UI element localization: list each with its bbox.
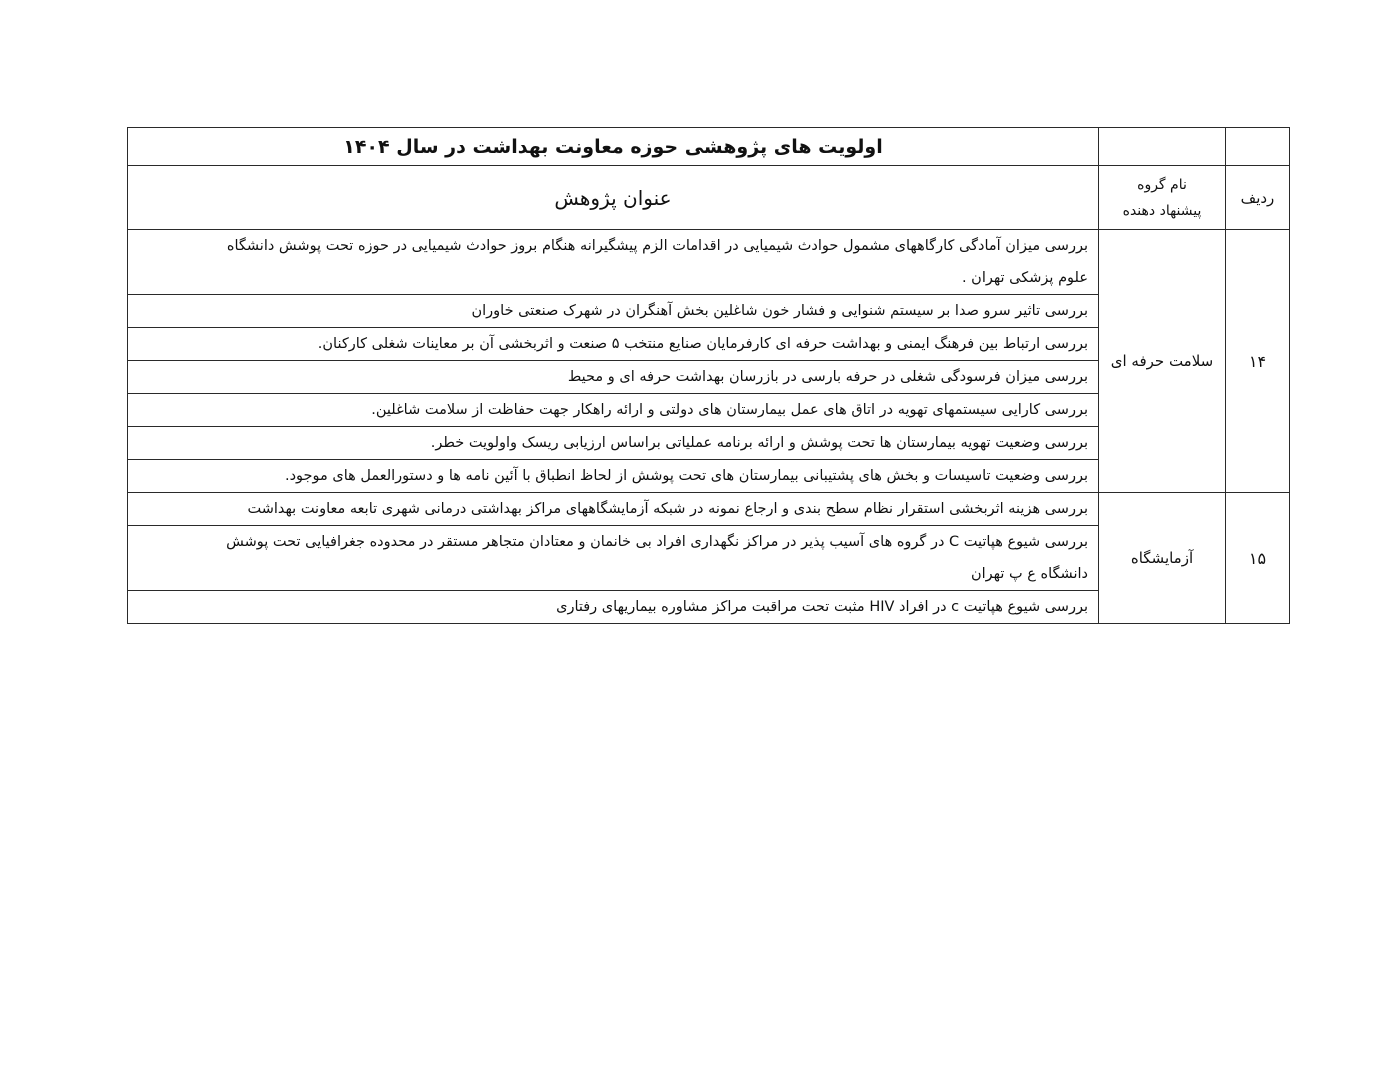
header-group-line1: نام گروه [1137, 176, 1187, 193]
table-row [128, 230, 1290, 295]
research-topic-line: دانشگاه ع پ تهران [970, 566, 1088, 582]
title-group-cell [1099, 128, 1226, 166]
group-name: سلامت حرفه ای [1099, 230, 1226, 493]
row-number: ۱۵ [1226, 493, 1290, 624]
research-priorities-table [127, 127, 1290, 624]
table-row [128, 493, 1290, 526]
research-topic: بررسی وضعیت تاسیسات و بخش های پشتیبانی بیمارستان های تحت پوشش از لحاظ انطباق با آئین نامه ها و دستورالعمل های موجود. [128, 460, 1099, 493]
research-topic [128, 526, 1099, 591]
title-row [128, 128, 1290, 166]
header-group-name [1099, 166, 1226, 230]
research-topic-line: علوم پزشکی تهران . [961, 270, 1088, 286]
group-name: آزمایشگاه [1099, 493, 1226, 624]
research-topic: بررسی ارتباط بین فرهنگ ایمنی و بهداشت حرفه ای کارفرمایان صنایع منتخب ۵ صنعت و اثربخشی آن بر معاینات شغلی کارکنان. [128, 328, 1099, 361]
header-research-title: عنوان پژوهش [128, 166, 1099, 230]
document-page [127, 127, 1289, 624]
research-topic: بررسی شیوع هپاتیت c در افراد HIV مثبت تحت مراقبت مراکز مشاوره بیماریهای رفتاری [128, 591, 1099, 624]
research-topic: بررسی تاثیر سرو صدا بر سیستم شنوایی و فشار خون شاغلین بخش آهنگران در شهرک صنعتی خاوران [128, 295, 1099, 328]
row-number: ۱۴ [1226, 230, 1290, 493]
table-title: اولویت های پژوهشی حوزه معاونت بهداشت در سال ۱۴۰۴ [128, 128, 1099, 166]
header-row [128, 166, 1290, 230]
research-topic-line: بررسی شیوع هپاتیت C در گروه های آسیب پذیر در مراکز نگهداری افراد بی خانمان و معتادان متجاهر مستقر در محدوده جغرافیایی تحت پوشش [226, 534, 1088, 550]
title-row-num-cell [1226, 128, 1290, 166]
header-row-number: ردیف [1226, 166, 1290, 230]
research-topic: بررسی وضعیت تهویه بیمارستان ها تحت پوشش و ارائه برنامه عملیاتی براساس ارزیابی ریسک واولویت خطر. [128, 427, 1099, 460]
research-topic-line: بررسی میزان آمادگی کارگاههای مشمول حوادث شیمیایی در اقدامات الزم پیشگیرانه هنگام بروز حوادث شیمیایی در حوزه تحت پوشش دانشگاه [226, 238, 1088, 254]
header-group-line2: پیشنهاد دهنده [1122, 202, 1202, 219]
research-topic: بررسی کارایی سیستمهای تهویه در اتاق های عمل بیمارستان های دولتی و ارائه راهکار جهت حفاظت از سلامت شاغلین. [128, 394, 1099, 427]
research-topic [128, 230, 1099, 295]
research-topic: بررسی هزینه اثربخشی استقرار نظام سطح بندی و ارجاع نمونه در شبکه آزمایشگاههای مراکز بهداشتی درمانی شهری تابعه معاونت بهداشت [128, 493, 1099, 526]
research-topic: بررسی میزان فرسودگی شغلی در حرفه بارسی در بازرسان بهداشت حرفه ای و محیط [128, 361, 1099, 394]
